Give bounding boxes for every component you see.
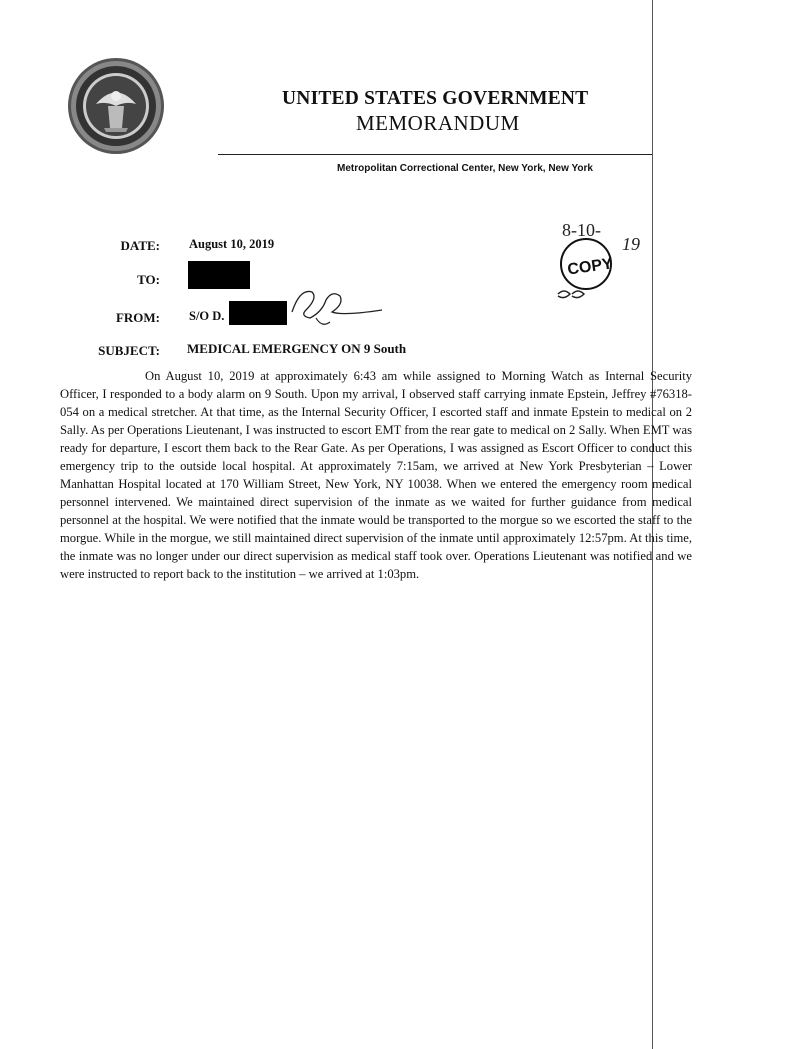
header-divider xyxy=(218,154,652,155)
date-label: DATE: xyxy=(120,238,160,253)
memo-title-line2: MEMORANDUM xyxy=(356,111,520,135)
memo-body: On August 10, 2019 at approximately 6:43 am while assigned to Morning Watch as Internal Security Officer, I responded to a body alarm on 9 South. Upon my arrival, I observed staff carrying inmate Epstein, Jeffrey #76318-054 on a medical stretcher. At that time, as the Internal Security Officer, I escorted staff and inmate Epstein to medical on 2 Sally. As per Operations Lieutenant, I was instructed to escort EMT from the rear gate to medical on 2 Sally. When EMT was ready for departure, I escort them back to the Rear Gate. As per Operations, I was assigned as Escort Officer to conduct this emergency trip to the outside local hospital. At approximately 7:15am, we arrived at New York Presbyterian – Lower Manhattan Hospital located at 170 William Street, New York, NY 10038. When we entered the emergency room medical personnel intervened. We maintained direct supervision of the inmate as we waited for further guidance from medical personnel at the hospital. We were notified that the inmate would be transported to the morgue so we escorted the staff to the morgue. While in the morgue, we still maintained direct supervision of the inmate until approximately 12:57pm. At this time, the inmate was no longer under our direct supervision as medical staff took over. Operations Lieutenant was notified and we were instructed to report back to the institution – we arrived at 1:03pm. xyxy=(60,369,692,581)
signature xyxy=(282,280,392,330)
from-value: S/O D. xyxy=(189,309,225,323)
copy-stamp xyxy=(548,214,658,314)
doj-seal-logo xyxy=(66,56,166,156)
memo-title-line1: UNITED STATES GOVERNMENT xyxy=(282,88,589,109)
to-label: TO: xyxy=(137,272,160,287)
stamp-handwritten-date: 8-10- xyxy=(562,220,601,240)
subject-value: MEDICAL EMERGENCY ON 9 South xyxy=(187,341,407,356)
from-redaction xyxy=(229,301,287,325)
institution-name: Metropolitan Correctional Center, New York, New York xyxy=(337,163,593,174)
stamp-copy-text: COPY xyxy=(566,255,614,279)
subject-label: SUBJECT: xyxy=(98,343,160,358)
date-value: August 10, 2019 xyxy=(189,237,275,251)
from-label: FROM: xyxy=(115,310,160,325)
to-redaction xyxy=(188,261,250,289)
svg-text:19: 19 xyxy=(622,234,640,254)
